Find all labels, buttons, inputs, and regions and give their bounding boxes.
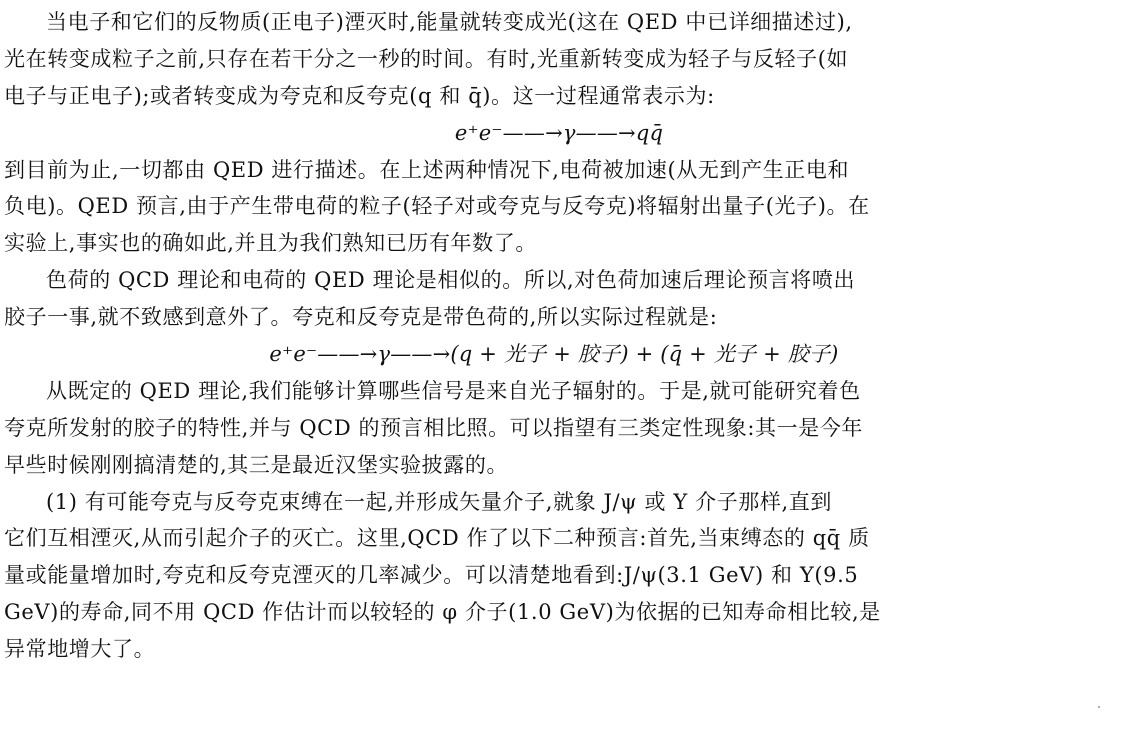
paragraph-4-line-3: 早些时候刚刚搞清楚的,其三是最近汉堡实验披露的。 [4,452,509,477]
paragraph-2-line-2: 负电)。QED 预言,由于产生带电荷的粒子(轻子对或夸克与反夸克)将辐射出量子(光子)。在 [4,194,870,219]
paragraph-5-line-5: 异常地增大了。 [4,637,156,662]
paragraph-5-line-3: 量或能量增加时,夸克和反夸克湮灭的几率减少。可以清楚地看到:J/ψ(3.1 GeV) 和 Υ(9.5 [4,563,859,588]
paragraph-5-line-2: 它们互相湮灭,从而引起介子的灭亡。这里,QCD 作了以下二种预言:首先,当束缚态的 qq̄ 质 [4,526,870,551]
paragraph-1-line-1: 当电子和它们的反物质(正电子)湮灭时,能量就转变成光(这在 QED 中已详细描述过), [46,10,853,34]
paragraph-4-line-2: 夸克所发射的胶子的特性,并与 QCD 的预言相比照。可以指望有三类定性现象:其一是今年 [4,415,864,440]
paragraph-2-line-1: 到目前为止,一切都由 QED 进行描述。在上述两种情况下,电荷被加速(从无到产生正电和 [4,157,850,182]
equation-gluon-process: e⁺e⁻——→γ——→(q + 光子 + 胶子) + (q̄ + 光子 + 胶子) [269,342,839,367]
paragraph-5-line-4: GeV)的寿命,同不用 QCD 作估计而以较轻的 φ 介子(1.0 GeV)为依据的已知寿命相比较,是 [4,600,881,625]
paragraph-1-line-3: 电子与正电子);或者转变成为夸克和反夸克(q 和 q̄)。这一过程通常表示为: [4,83,715,108]
paragraph-3-line-2: 胶子一事,就不致感到意外了。夸克和反夸克是带色荷的,所以实际过程就是: [4,305,718,330]
paragraph-4-line-1: 从既定的 QED 理论,我们能够计算哪些信号是来自光子辐射的。于是,就可能研究着色 [46,378,861,403]
document-page [4,4,1124,668]
paragraph-2-line-3: 实验上,事实也的确如此,并且为我们熟知已历有年数了。 [4,231,537,256]
scan-speck [1098,706,1100,708]
equation-annihilation: e⁺e⁻——→γ——→qq̄ [454,120,664,145]
paragraph-3-line-1: 色荷的 QCD 理论和电荷的 QED 理论是相似的。所以,对色荷加速后理论预言将喷出 [46,268,856,293]
paragraph-1-line-2: 光在转变成粒子之前,只存在若干分之一秒的时间。有时,光重新转变成为轻子与反轻子(如 [4,46,849,71]
paragraph-5-line-1: (1) 有可能夸克与反夸克束缚在一起,并形成矢量介子,就象 J/ψ 或 Υ 介子那样,直到 [46,489,832,514]
